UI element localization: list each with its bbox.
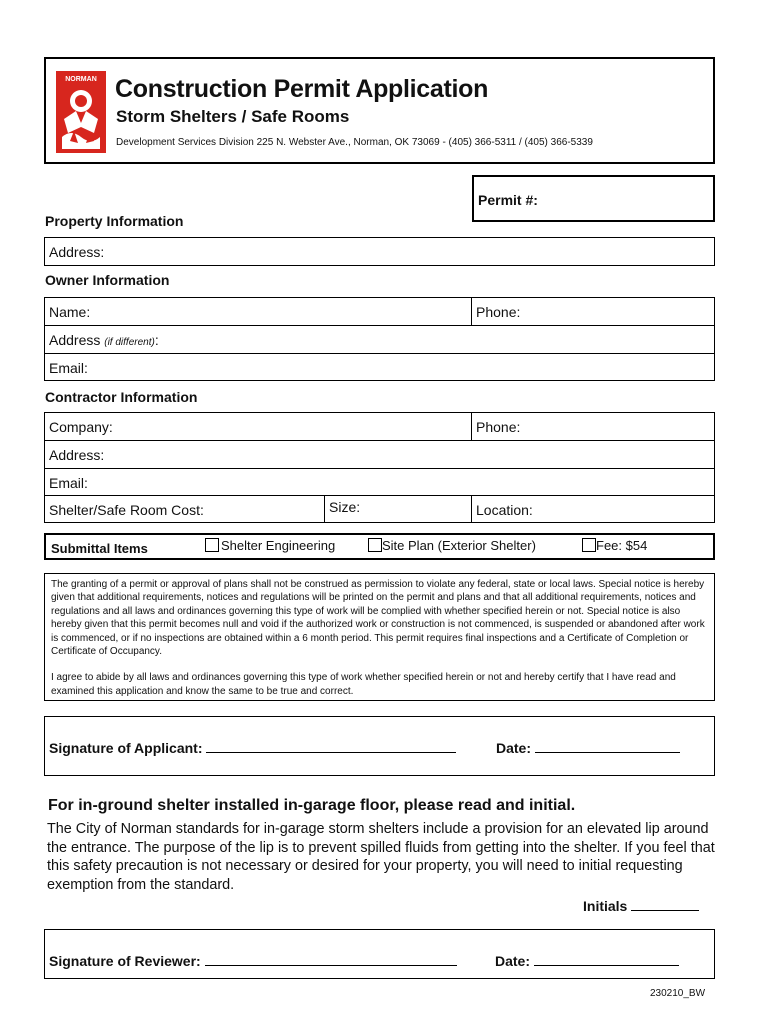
- legal-notice-box: [44, 573, 715, 701]
- owner-phone-label: Phone:: [476, 304, 521, 320]
- owner-email-field[interactable]: [44, 353, 715, 381]
- site-plan-item[interactable]: [368, 538, 536, 553]
- reviewer-signature-field[interactable]: [49, 952, 457, 969]
- shelter-size-label: Size:: [329, 499, 361, 515]
- owner-email-label: Email:: [49, 360, 88, 376]
- contractor-address-label: Address:: [49, 447, 105, 463]
- fee-item[interactable]: [582, 538, 647, 553]
- initials-label: Initials: [583, 898, 628, 914]
- submittal-items-label: Submittal Items: [51, 541, 148, 556]
- form-code: 230210_BW: [650, 988, 706, 999]
- owner-address-field[interactable]: [44, 325, 715, 354]
- shelter-engineering-item[interactable]: [205, 538, 335, 553]
- shelter-location-label: Location:: [476, 502, 533, 518]
- owner-address-label: Address: [49, 332, 101, 348]
- shelter-engineering-label: Shelter Engineering: [221, 538, 336, 553]
- reviewer-signature-line[interactable]: [205, 952, 457, 966]
- applicant-signature-line[interactable]: [206, 739, 456, 753]
- logo-text: NORMAN: [65, 76, 97, 83]
- certification-text: I agree to abide by all laws and ordinances governing this type of work whether specified herein or not and hereby certify that I have read and examined this application and know the same to be true and correct.: [51, 672, 676, 697]
- applicant-signature-box: [44, 716, 715, 776]
- owner-name-label: Name:: [49, 304, 91, 320]
- shelter-engineering-checkbox[interactable]: [205, 538, 219, 552]
- property-address-field[interactable]: [44, 237, 715, 266]
- owner-name-field[interactable]: [44, 297, 472, 326]
- owner-phone-field[interactable]: [471, 297, 715, 326]
- applicant-date-line[interactable]: [535, 739, 680, 753]
- contractor-email-field[interactable]: [44, 468, 715, 496]
- reviewer-date-line[interactable]: [534, 952, 679, 966]
- page-title: Construction Permit Application: [115, 75, 489, 103]
- owner-address-note: (if different): [104, 337, 155, 348]
- contractor-phone-field[interactable]: [471, 412, 715, 441]
- page-subtitle: Storm Shelters / Safe Rooms: [116, 107, 350, 126]
- shelter-location-field[interactable]: [471, 495, 715, 523]
- garage-notice-body: The City of Norman standards for in-garage storm shelters include a provision for an elevated lip around the entrance. The purpose of the lip is to prevent spilled fluids from getting into the shelter. If you feel that this safety precaution is not necessary or desired for your property, you will need to initial requesting exemption from the standard.: [47, 821, 715, 893]
- office-address: Development Services Division 225 N. Webster Ave., Norman, OK 73069 - (405) 366-5311 / (405) 366-5339: [116, 137, 593, 148]
- contractor-company-label: Company:: [49, 419, 113, 435]
- property-address-label: Address:: [49, 244, 105, 260]
- contractor-address-field[interactable]: [44, 440, 715, 469]
- reviewer-date-label: Date:: [495, 953, 531, 969]
- fee-checkbox[interactable]: [582, 538, 596, 552]
- property-section-title: Property Information: [45, 213, 184, 229]
- applicant-date-field[interactable]: [496, 739, 680, 756]
- shelter-size-field[interactable]: [324, 495, 472, 523]
- site-plan-label: Site Plan (Exterior Shelter): [382, 538, 536, 553]
- reviewer-signature-label: Signature of Reviewer:: [49, 953, 201, 969]
- reviewer-signature-box: [44, 929, 715, 979]
- contractor-company-field[interactable]: [44, 412, 472, 441]
- contractor-email-label: Email:: [49, 475, 88, 491]
- reviewer-date-field[interactable]: [495, 952, 679, 969]
- owner-section-title: Owner Information: [45, 272, 170, 288]
- fee-label: Fee: $54: [596, 538, 648, 553]
- site-plan-checkbox[interactable]: [368, 538, 382, 552]
- applicant-signature-field[interactable]: [49, 739, 456, 756]
- applicant-signature-label: Signature of Applicant:: [49, 740, 203, 756]
- initials-line[interactable]: [631, 897, 699, 911]
- garage-notice-heading: For in-ground shelter installed in-garage floor, please read and initial.: [48, 797, 576, 814]
- permit-number-box: [472, 175, 715, 222]
- header-box: [44, 57, 715, 164]
- owner-address-colon: :: [154, 332, 159, 348]
- initials-field[interactable]: [583, 897, 699, 914]
- city-logo: [56, 71, 106, 153]
- permit-number-label: Permit #:: [478, 192, 538, 208]
- applicant-date-label: Date:: [496, 740, 532, 756]
- legal-notice-text: The granting of a permit or approval of plans shall not be construed as permission to violate any federal, state or local laws. Special notice is hereby given that additional requirements, notices and regulations will be printed on the permit and plans and that all additional requirements, notices and regulations and all laws and ordinances governing this type of work will be complied with whether specified herein or not. Special notice is also hereby given that this permit becomes null and void if the authorized work or construction is not commenced, is suspended or abandoned after work is commenced, or if no inspections are obtained within a 6 month period. This permit requires final inspections and a Certificate of Completion or Certificate of Occupancy.: [51, 579, 705, 658]
- shelter-cost-field[interactable]: [44, 495, 325, 523]
- submittal-items-box: [44, 533, 715, 560]
- contractor-section-title: Contractor Information: [45, 389, 198, 405]
- shelter-cost-label: Shelter/Safe Room Cost:: [49, 502, 204, 518]
- contractor-phone-label: Phone:: [476, 419, 521, 435]
